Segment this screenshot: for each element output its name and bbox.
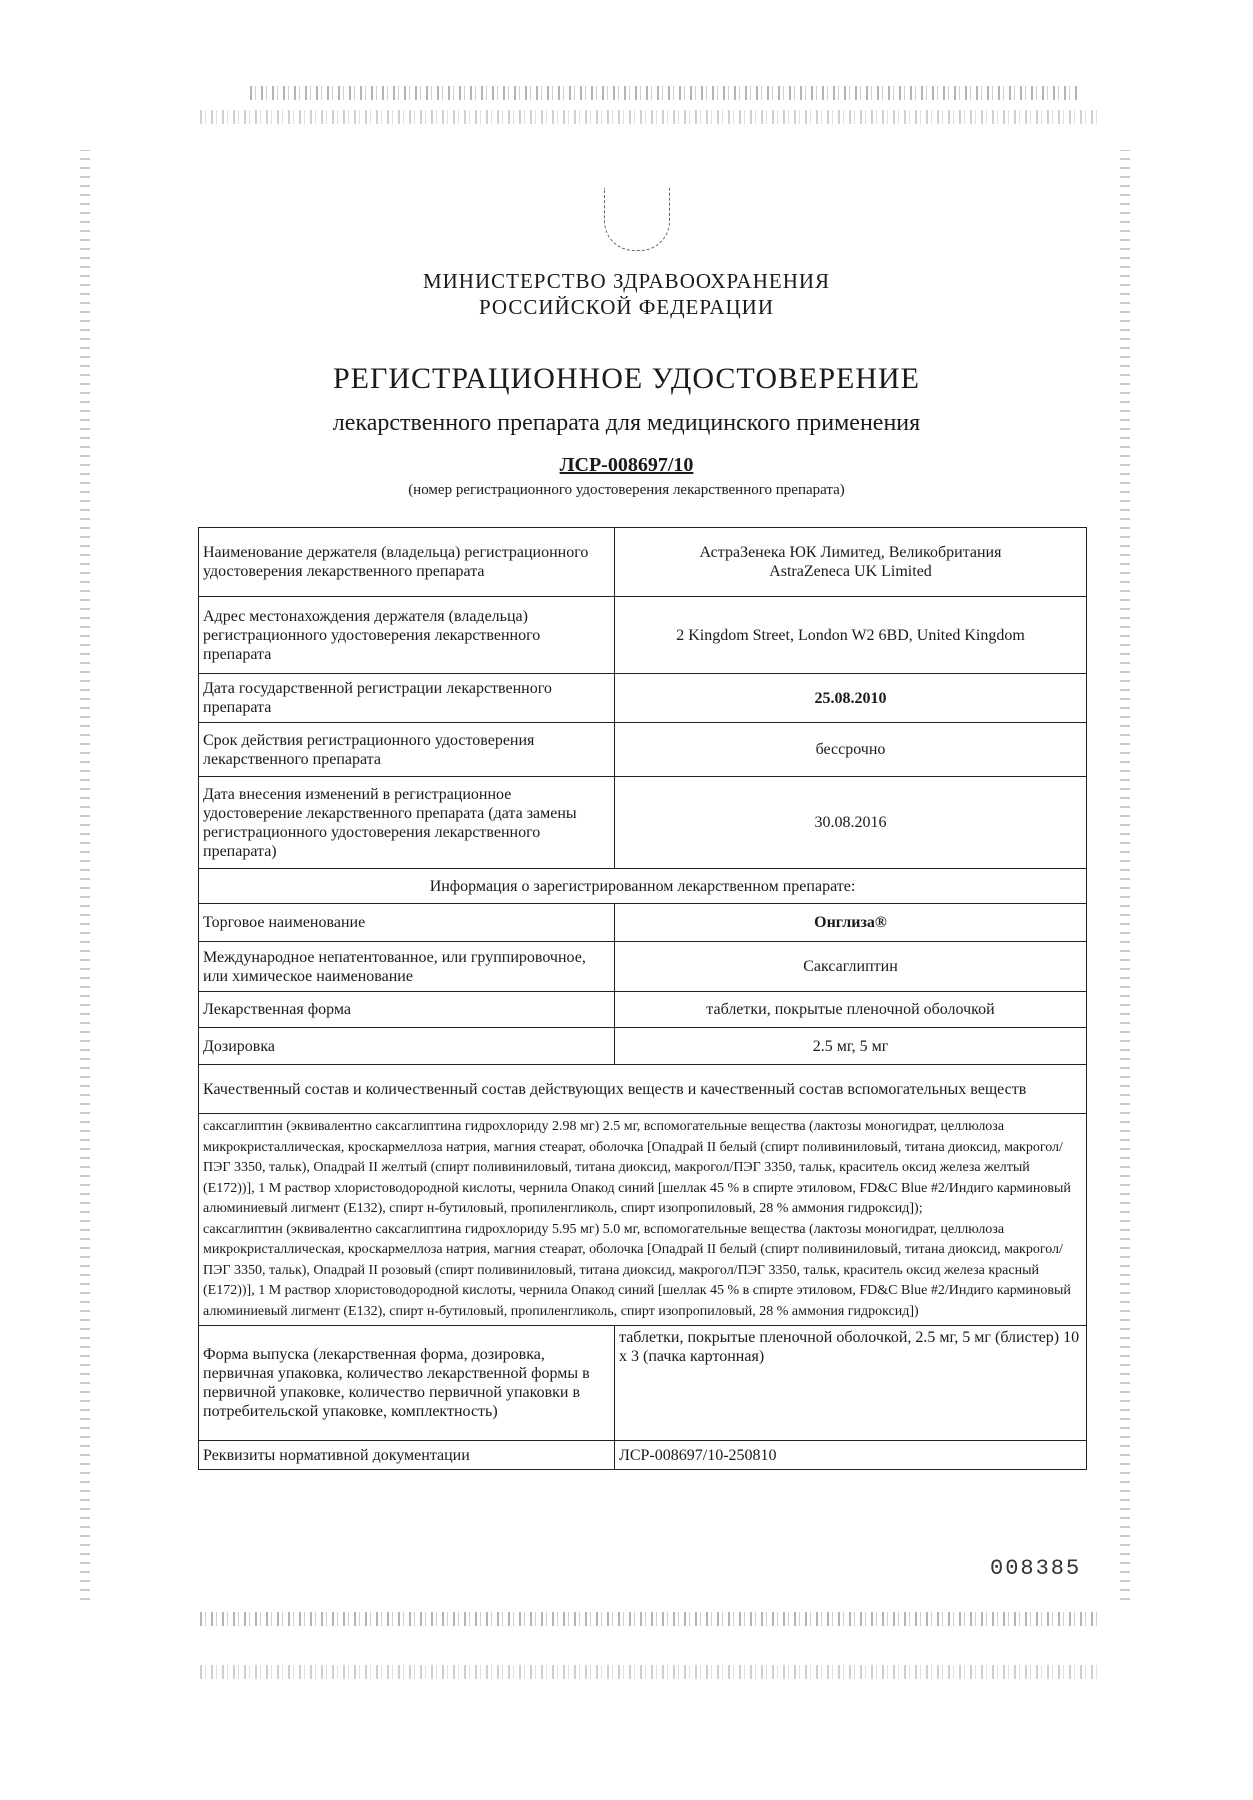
row-label: Дата государственной регистрации лекарственного препарата — [199, 674, 615, 723]
ministry-line1: МИНИСТЕРСТВО ЗДРАВООХРАНЕНИЯ — [422, 269, 831, 293]
row-value — [615, 528, 1087, 597]
row-value: 2.5 мг, 5 мг — [615, 1028, 1087, 1065]
table-row — [199, 992, 1087, 1028]
registration-number: ЛСР-008697/10 — [559, 454, 694, 476]
row-label: Дозировка — [199, 1028, 615, 1065]
row-value: 30.08.2016 — [615, 777, 1087, 869]
ministry-line2: РОССИЙСКОЙ ФЕДЕРАЦИИ — [479, 295, 774, 319]
info-header: Информация о зарегистрированном лекарственном препарате: — [199, 869, 1087, 904]
table-row — [199, 597, 1087, 674]
holder-name-en: AstraZeneca UK Limited — [769, 563, 932, 580]
holder-name-ru: АстраЗенека ЮК Лимитед, Великобритания — [699, 544, 1002, 561]
row-value: Саксаглиптин — [615, 942, 1087, 992]
table-row — [199, 674, 1087, 723]
row-label: Адрес местонахождения держателя (владельца) регистрационного удостоверения лекарственного препарата — [199, 597, 615, 674]
table-row — [199, 904, 1087, 942]
composition-5mg: саксаглиптин (эквивалентно саксаглиптина гидрохлориду 5.95 мг) 5.0 мг, вспомогательные вещества (лактозы моногидрат, целлюлоза микрокристаллическая, кроскармеллоза натрия, магния стеарат, оболочка [Опадрай II белый (спирт поливиниловый, титана диоксид, макрогол/ПЭГ 3350, тальк), Опадрай II розовый (спирт поливиниловый, титана диоксид, макрогол/ПЭГ 3350, тальк, краситель оксид железа красный (Е172))], 1 М раствор хлористоводородной кислоты, чернила Опакод синий [шеллак 45 % в спирте этиловом, FD&C Blue #2/Индиго карминовый алюминиевый лигмент (Е132), спирт н-бутиловый, пропиленгликоль, спирт изопропиловый, 28 % аммония гидроксид]) — [203, 1221, 1071, 1319]
row-label: Лекарственная форма — [199, 992, 615, 1028]
composition-2-5mg: саксаглиптин (эквивалентно саксаглиптина гидрохлориду 2.98 мг) 2.5 мг, вспомогательные вещества (лактозы моногидрат, целлюлоза микрокристаллическая, кроскармеллоза натрия, магния стеарат, оболочка [Опадрай II белый (спирт поливиниловый, титана диоксид, макрогол/ПЭГ 3350, тальк), Опадрай II желтый (спирт поливиниловый, титана диоксид, макрогол/ПЭГ 3350, тальк, краситель оксид железа желтый (Е172))], 1 М раствор хлористоводородной кислоты, чернила Опакод синий [шеллак 45 % в спирте этиловом, FD&C Blue #2/Индиго карминовый алюминиевый лигмент (Е132), спирт н-бутиловый, пропиленгликоль, спирт изопропиловый, 28 % аммония гидроксид]); — [203, 1119, 1071, 1216]
row-value: 25.08.2010 — [615, 674, 1087, 723]
table-row — [199, 777, 1087, 869]
table-row — [199, 869, 1087, 904]
row-value: таблетки, покрытые пленочной оболочкой, 2.5 мг, 5 мг (блистер) 10 х 3 (пачка картонная) — [615, 1326, 1087, 1441]
border-pattern-top — [250, 86, 1080, 100]
ministry-name — [0, 268, 1253, 320]
table-row — [199, 1114, 1087, 1326]
row-label: Срок действия регистрационного удостоверения лекарственного препарата — [199, 723, 615, 777]
table-row — [199, 1441, 1087, 1470]
registration-number-caption: (номер регистрационного удостоверения лекарственного препарата) — [408, 482, 845, 498]
row-label: Реквизиты нормативной документации — [199, 1441, 615, 1470]
row-value: ЛСР-008697/10-250810 — [615, 1441, 1087, 1470]
row-value: 2 Kingdom Street, London W2 6BD, United Kingdom — [615, 597, 1087, 674]
row-label: Торговое наименование — [199, 904, 615, 942]
table-row — [199, 723, 1087, 777]
composition-label: Качественный состав и количественный состав действующих веществ и качественный состав вспомогательных веществ — [199, 1065, 1087, 1114]
emblem-icon — [604, 188, 670, 251]
table-row — [199, 1326, 1087, 1441]
row-value: таблетки, покрытые пленочной оболочкой — [615, 992, 1087, 1028]
document-title: РЕГИСТРАЦИОННОЕ УДОСТОВЕРЕНИЕ — [333, 362, 920, 395]
row-value: Онглиза® — [615, 904, 1087, 942]
table-row — [199, 1065, 1087, 1114]
border-pattern-bottom-2 — [200, 1665, 1100, 1679]
row-label: Дата внесения изменений в регистрационное удостоверение лекарственного препарата (дата замены регистрационного удостоверения лекарственного препарата) — [199, 777, 615, 869]
row-value: бессрочно — [615, 723, 1087, 777]
border-pattern-top-2 — [200, 110, 1100, 124]
composition-text — [199, 1114, 1087, 1326]
registration-table — [198, 527, 1087, 1470]
table-row — [199, 942, 1087, 992]
row-label: Международное непатентованное, или группировочное, или химическое наименование — [199, 942, 615, 992]
table-row — [199, 528, 1087, 597]
border-pattern-bottom — [200, 1612, 1100, 1626]
row-label: Форма выпуска (лекарственная форма, дозировка, первичная упаковка, количество лекарственной формы в первичной упаковке, количество первичной упаковки в потребительской упаковке, комплектность) — [199, 1326, 615, 1441]
table-row — [199, 1028, 1087, 1065]
document-subtitle: лекарственного препарата для медицинского применения — [332, 410, 921, 436]
row-label: Наименование держателя (владельца) регистрационного удостоверения лекарственного препарата — [199, 528, 615, 597]
serial-number: 008385 — [990, 1556, 1082, 1581]
